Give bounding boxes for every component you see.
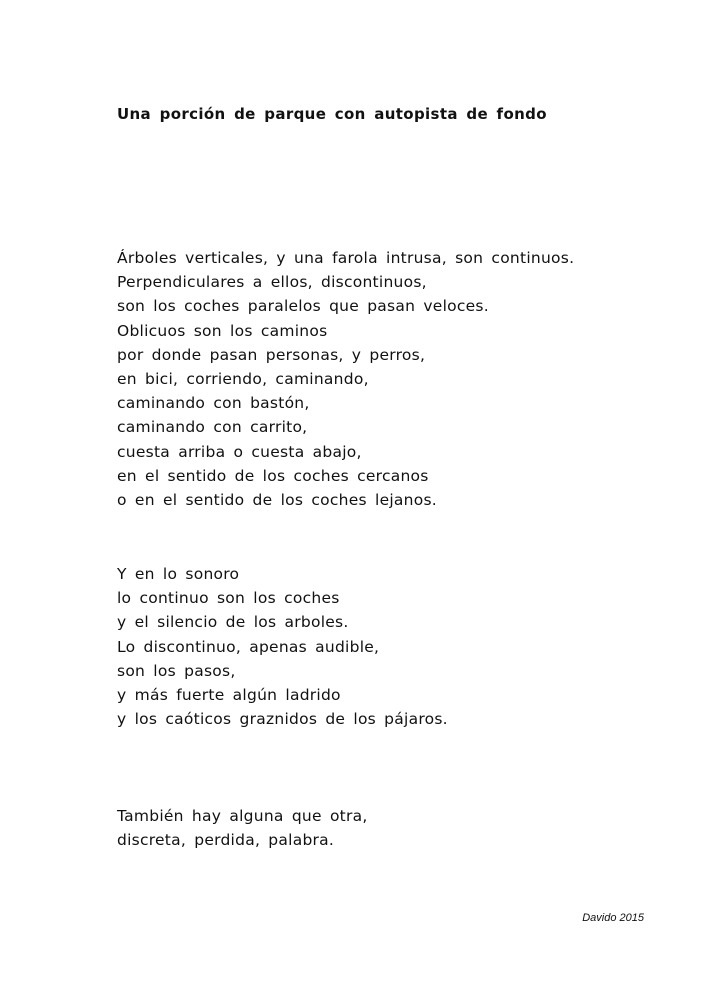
stanza-1 xyxy=(117,246,574,512)
poem-line: También hay alguna que otra, xyxy=(117,807,368,825)
poem-line: en el sentido de los coches cercanos xyxy=(117,466,429,485)
author-signature: Davido 2015 xyxy=(582,912,644,924)
poem-line: son los coches paralelos que pasan veloces. xyxy=(117,297,489,316)
poem-line: discreta, perdida, palabra. xyxy=(117,831,335,850)
poem-line: lo continuo son los coches xyxy=(117,589,340,608)
poem-line: Oblicuos son los caminos xyxy=(117,321,328,340)
poem-line: cuesta arriba o cuesta abajo, xyxy=(117,442,362,461)
poem-line: son los pasos, xyxy=(117,661,236,680)
poem-line: y el silencio de los arboles. xyxy=(117,613,349,632)
poem-line: o en el sentido de los coches lejanos. xyxy=(117,491,437,510)
poem-line: por donde pasan personas, y perros, xyxy=(117,345,426,364)
poem-line: caminando con bastón, xyxy=(117,394,310,413)
stanza-3 xyxy=(117,804,368,852)
poem-line: y más fuerte algún ladrido xyxy=(117,686,341,705)
poem-line: Árboles verticales, y una farola intrusa, son continuos. xyxy=(117,249,575,267)
poem-line: y los caóticos graznidos de los pájaros. xyxy=(117,710,448,729)
stanza-2 xyxy=(117,562,448,731)
poem-line: caminando con carrito, xyxy=(117,418,308,437)
poem-line: Perpendiculares a ellos, discontinuos, xyxy=(117,273,427,292)
poem-line: en bici, corriendo, caminando, xyxy=(117,370,369,389)
poem-line: Y en lo sonoro xyxy=(117,565,240,583)
poem-title: Una porción de parque con autopista de fondo xyxy=(117,105,547,123)
poem-line: Lo discontinuo, apenas audible, xyxy=(117,637,380,656)
